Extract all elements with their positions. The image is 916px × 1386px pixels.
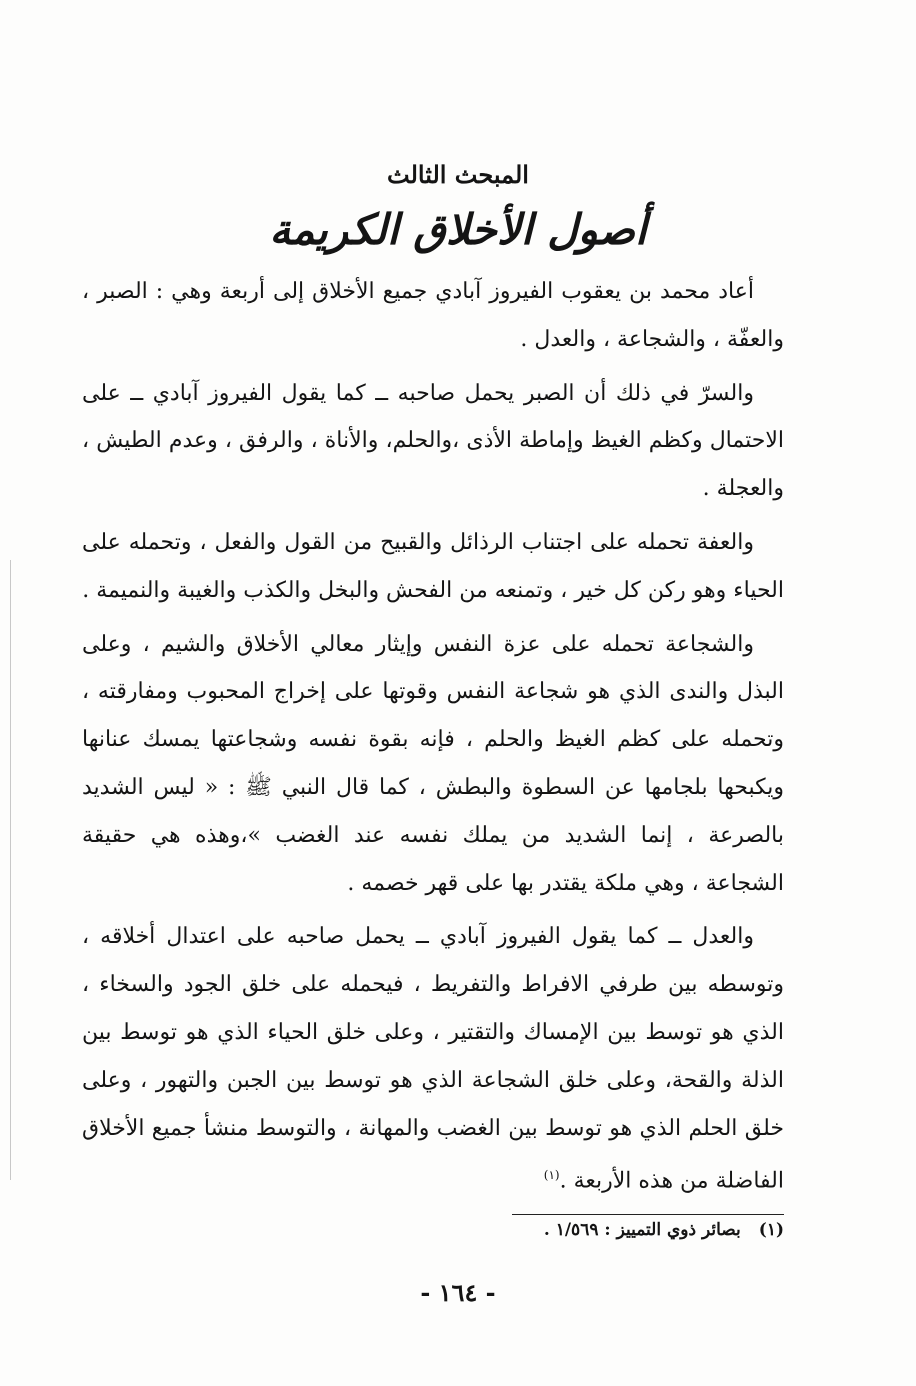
body-text <box>82 268 784 1211</box>
section-title: أصول الأخلاق الكريمة <box>269 205 647 254</box>
page-number: - ١٦٤ - <box>420 1278 496 1307</box>
paragraph: أعاد محمد بن يعقوب الفيروز آبادي جميع الأخلاق إلى أربعة وهي : الصبر ، والعفّة ، والشجاعة ، والعدل . <box>82 279 784 352</box>
paragraph: والعفة تحمله على اجتناب الرذائل والقبيح من القول والفعل ، وتحمله على الحياء وهو ركن كل خير ، وتمنعه من الفحش والبخل والكذب والغيبة والنميمة . <box>82 529 784 603</box>
paragraph-text: والعدل ــ كما يقول الفيروز آبادي ــ يحمل صاحبه على اعتدال أخلاقه ، وتوسطه بين طرفي الافراط والتفريط ، فيحمله على خلق الجود والسخاء ، الذي هو توسط بين الإمساك والتقتير ، وعلى خلق الحياء الذي هو توسط بين الذلة والقحة، وعلى خلق الشجاعة الذي هو توسط بين الجبن والتهور ، وعلى خلق الحلم الذي هو توسط بين الغضب والمهانة ، والتوسط منشأ جميع الأخلاق الفاضلة من هذه الأربعة . <box>82 924 784 1194</box>
paragraph <box>82 913 784 1205</box>
scan-edge-line <box>10 560 11 1180</box>
footnote-reference: (١) <box>543 1168 560 1183</box>
footnote <box>380 1220 784 1240</box>
section-label: المبحث الثالث <box>387 160 529 189</box>
paragraph: والسرّ في ذلك أن الصبر يحمل صاحبه ــ كما يقول الفيروز آبادي ــ على الاحتمال وكظم الغيظ وإماطة الأذى ،والحلم، والأناة ، والرفق ، وعدم الطيش ، والعجلة . <box>82 380 784 502</box>
footnote-text: بصائر ذوي التمييز : ١/٥٦٩ . <box>543 1220 741 1240</box>
footnote-divider <box>512 1214 784 1215</box>
footnote-number: (١) <box>758 1220 784 1240</box>
paragraph: والشجاعة تحمله على عزة النفس وإيثار معالي الأخلاق والشيم ، وعلى البذل والندى الذي هو شجاعة النفس وقوتها على إخراج المحبوب ومفارقته ، وتحمله على كظم الغيظ والحلم ، فإنه بقوة نفسه وشجاعتها يمسك عنانها ويكبحها بلجامها عن السطوة والبطش ، كما قال النبي ﷺ : « ليس الشديد بالصرعة ، إنما الشديد من يملك نفسه عند الغضب »،وهذه هي حقيقة الشجاعة ، وهي ملكة يقتدر بها على قهر خصمه . <box>82 631 784 896</box>
